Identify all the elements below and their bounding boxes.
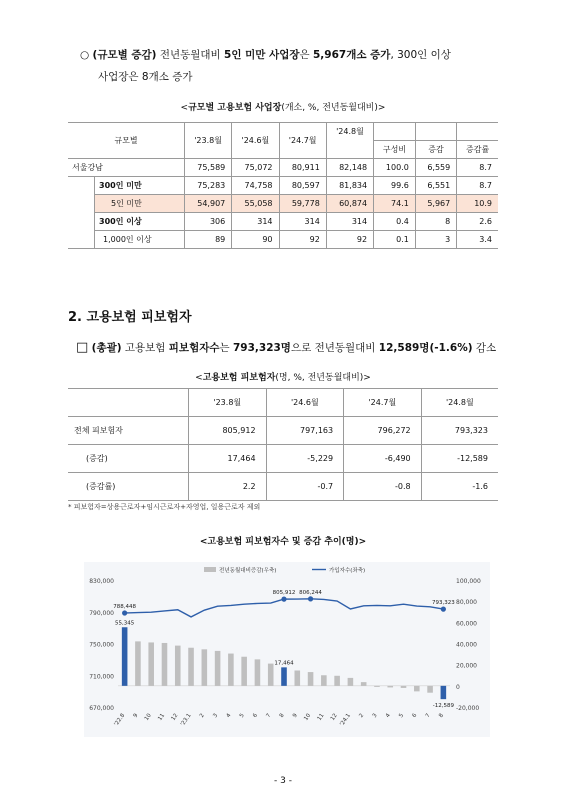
- x-tick-label: 9: [132, 712, 140, 720]
- x-tick-label: '24.1: [339, 712, 353, 728]
- bar: [268, 664, 274, 686]
- bar: [414, 686, 420, 692]
- bar: [321, 675, 327, 686]
- bar: [241, 657, 247, 686]
- bar: [188, 648, 194, 686]
- bar: [215, 651, 221, 686]
- footnote: * 피보험자=상용근로자+임시근로자+자영업, 일용근로자 제외: [68, 503, 261, 511]
- bar: [122, 627, 128, 686]
- x-tick-label: 4: [384, 712, 392, 720]
- x-tick-label: '22.8: [113, 712, 127, 728]
- y-left-tick-label: 790,000: [89, 609, 114, 617]
- y-right-tick-label: 80,000: [456, 599, 477, 607]
- x-tick-label: 2: [358, 712, 366, 720]
- x-tick-label: 6: [252, 712, 260, 720]
- line-point: [441, 607, 446, 612]
- summary-line: □ (총괄) 고용보험 피보험자수는 793,323명으로 전년동월대비 12,589명(-1.6%) 감소: [76, 340, 497, 355]
- bar: [175, 646, 181, 686]
- data-label: -12,589: [432, 703, 454, 710]
- y-right-tick-label: 0: [456, 683, 460, 691]
- x-tick-label: 6: [411, 712, 419, 720]
- x-tick-label: 5: [238, 712, 246, 720]
- bar: [348, 678, 354, 686]
- table-row: 서울강남 75,589 75,072 80,911 82,148 100.0 6,559 8.7: [68, 159, 498, 177]
- data-label: 793,323: [431, 600, 455, 607]
- bar: [387, 686, 393, 688]
- chart-background: [84, 562, 490, 737]
- table-row: 1,000인 이상 89 90 92 92 0.1 3 3.4: [68, 231, 498, 249]
- data-label: 17,464: [274, 660, 294, 667]
- table2-caption: <고용보험 피보험자(명, %, 전년동월대비)>: [195, 373, 371, 383]
- bar: [308, 672, 314, 686]
- page-number: - 3 -: [274, 776, 292, 786]
- x-tick-label: 12: [170, 712, 180, 722]
- bar: [202, 649, 208, 686]
- chart-svg: [84, 562, 490, 737]
- x-tick-label: 3: [371, 712, 379, 720]
- y-left-tick-label: 710,000: [89, 673, 114, 681]
- table-row: (증감) 17,464 -5,229 -6,490 -12,589: [68, 445, 498, 473]
- x-tick-label: '23.1: [179, 712, 193, 728]
- x-tick-label: 3: [212, 712, 220, 720]
- bar: [162, 643, 168, 686]
- data-label: 55,345: [115, 620, 135, 627]
- bar: [294, 670, 300, 685]
- table1-caption: <규모별 고용보험 사업장(개소, %, 전년동월대비)>: [180, 103, 386, 113]
- y-right-tick-label: -20,000: [456, 705, 480, 712]
- bar: [334, 676, 340, 686]
- bar: [374, 686, 380, 687]
- y-left-tick-label: 670,000: [89, 705, 114, 712]
- y-left-tick-label: 830,000: [89, 578, 114, 585]
- table-row: (증감률) 2.2 -0.7 -0.8 -1.6: [68, 473, 498, 501]
- x-tick-label: 8: [278, 712, 286, 720]
- x-tick-label: 10: [143, 712, 153, 722]
- table-row: 300인 미만 75,283 74,758 80,597 81,834 99.6 6,551 8.7: [68, 177, 498, 195]
- x-tick-label: 11: [157, 712, 167, 722]
- line-point: [122, 610, 127, 615]
- bullet-size-change: ○ (규모별 증감) 전년동월대비 5인 미만 사업장은 5,967개소 증가, 300인 이상 사업장은 8개소 증가: [80, 44, 520, 88]
- y-right-tick-label: 20,000: [456, 662, 477, 670]
- legend-swatch-bar: [204, 567, 216, 572]
- bar: [255, 659, 261, 685]
- x-tick-label: 5: [398, 712, 406, 720]
- x-tick-label: 8: [438, 712, 445, 720]
- data-label: 806,244: [299, 589, 322, 596]
- chart-caption: <고용보험 피보험자수 및 증감 추이(명)>: [199, 537, 367, 547]
- bar: [135, 641, 141, 685]
- bar: [148, 642, 154, 685]
- table-row: 5인 미만 54,907 55,058 59,778 60,874 74.1 5,967 10.9: [68, 195, 498, 213]
- bar: [228, 654, 234, 686]
- legend-label: 가입자수(좌축): [329, 568, 366, 574]
- bullet-line-2: 사업장은 8개소 증가: [98, 71, 193, 83]
- bar: [427, 686, 433, 693]
- x-tick-label: 10: [303, 712, 313, 722]
- y-left-tick-label: 750,000: [89, 641, 114, 649]
- business-size-table: 규모별 '23.8월 '24.6월 '24.7월 '24.8월 구성비 증감 증감률 서울강남 75,589 75,072 80,911 82,148 100.0 6,559 8.7 300인 미만 75,283 74,758 80,597 81,834 99.6 6,551 8.7 5인 미만 54,907 55,058 59,778 60,874 74.1 5,967 10.9 300인 이상 306 314 314 314 0.4 8 2.6 1,000인 이상 89 90 92 92 0.1 3 3.4: [68, 122, 498, 249]
- bullet-tag: (규모별 증감): [92, 49, 157, 61]
- insured-trend-chart: [84, 562, 490, 737]
- y-right-tick-label: 60,000: [456, 620, 477, 628]
- bar: [281, 667, 287, 685]
- x-tick-label: 9: [291, 712, 299, 720]
- insured-table: '23.8월 '24.6월 '24.7월 '24.8월 전체 피보험자 805,912 797,163 796,272 793,323 (증감) 17,464 -5,229 -6,490 -12,589 (증감률) 2.2 -0.7 -0.8 -1.6: [68, 388, 498, 501]
- x-tick-label: 7: [424, 712, 432, 720]
- line-point: [308, 596, 313, 601]
- data-label: 805,912: [272, 590, 296, 597]
- table-row: 300인 이상 306 314 314 314 0.4 8 2.6: [68, 213, 498, 231]
- bar: [441, 686, 447, 699]
- x-tick-label: 4: [225, 712, 233, 720]
- circle-bullet-icon: ○: [80, 49, 90, 61]
- table-row: 전체 피보험자 805,912 797,163 796,272 793,323: [68, 417, 498, 445]
- x-tick-label: 7: [265, 712, 273, 720]
- x-tick-label: 2: [199, 712, 206, 720]
- legend-label: 전년동월대비증감(우축): [219, 568, 277, 574]
- th-size: 규모별: [68, 123, 184, 159]
- y-right-tick-label: 100,000: [456, 578, 481, 585]
- square-bullet-icon: □: [76, 340, 89, 355]
- section-title: 2. 고용보험 피보험자: [68, 310, 192, 325]
- data-label: 788,448: [113, 603, 137, 610]
- bar: [361, 682, 367, 686]
- line-point: [281, 597, 286, 602]
- bar: [401, 686, 407, 688]
- x-tick-label: 12: [329, 712, 339, 722]
- x-tick-label: 11: [316, 712, 326, 722]
- y-right-tick-label: 40,000: [456, 641, 477, 649]
